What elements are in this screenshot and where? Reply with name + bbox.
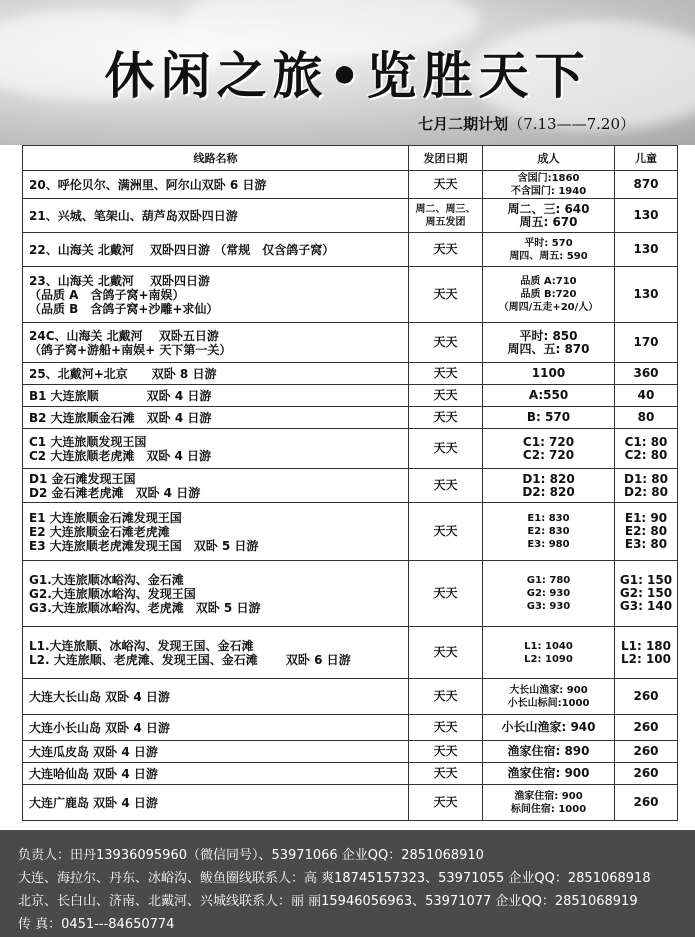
cell-child xyxy=(615,429,678,469)
adult-line: A:550 xyxy=(528,388,569,402)
child-line: 260 xyxy=(633,795,659,809)
adult-line: 渔家住宿: 890 xyxy=(507,744,590,758)
cell-route xyxy=(23,715,409,741)
cell-date xyxy=(409,233,483,267)
table-row xyxy=(23,715,678,741)
route-line: C2 大连旅顺老虎滩 双卧 4 日游 xyxy=(29,448,212,463)
route-line: 24C、山海关 北戴河 双卧五日游 xyxy=(29,328,219,343)
route-line: 21、兴城、笔架山、葫芦岛双卧四日游 xyxy=(29,208,238,223)
adult-line: 大长山渔家: 900 xyxy=(509,684,588,696)
route-line: G1.大连旅顺冰峪沟、金石滩 xyxy=(29,572,184,587)
adult-line: 周五: 670 xyxy=(519,214,578,229)
cell-route xyxy=(23,171,409,199)
adult-line: 渔家住宿: 900 xyxy=(507,766,590,780)
child-line: 260 xyxy=(633,689,659,703)
table-row xyxy=(23,385,678,407)
date-line: 天天 xyxy=(433,720,458,734)
cell-route xyxy=(23,407,409,429)
cell-child xyxy=(615,199,678,233)
cell-date xyxy=(409,267,483,323)
date-line: 天天 xyxy=(433,766,458,780)
table-row xyxy=(23,171,678,199)
date-line: 天天 xyxy=(433,410,458,424)
table-row xyxy=(23,561,678,627)
cell-route xyxy=(23,233,409,267)
cell-child xyxy=(615,741,678,763)
route-line: D2 金石滩老虎滩 双卧 4 日游 xyxy=(29,485,201,500)
adult-line: （周四/五走+20/人） xyxy=(498,302,599,313)
cell-date xyxy=(409,503,483,561)
route-line: 大连瓜皮岛 双卧 4 日游 xyxy=(29,744,158,759)
cell-date xyxy=(409,785,483,821)
date-line: 天天 xyxy=(433,242,458,256)
adult-line: C2: 720 xyxy=(522,447,575,462)
subtitle-date-range: （7.13——7.20） xyxy=(508,115,635,133)
child-line: G2: 150 xyxy=(619,586,673,600)
route-line: 23、山海关 北戴河 双卧四日游 xyxy=(29,273,211,288)
cell-route xyxy=(23,785,409,821)
cell-child xyxy=(615,385,678,407)
child-line: E3: 80 xyxy=(624,537,668,551)
cell-adult xyxy=(483,407,615,429)
child-line: L1: 180 xyxy=(620,638,672,653)
adult-line: D2: 820 xyxy=(522,484,575,499)
route-line: G3.大连旅顺冰峪沟、老虎滩 双卧 5 日游 xyxy=(29,600,261,615)
adult-line: G2: 930 xyxy=(526,588,571,599)
table-row xyxy=(23,267,678,323)
child-line: L2: 100 xyxy=(620,651,672,666)
date-line: 天天 xyxy=(433,524,458,538)
child-line: C1: 80 xyxy=(624,434,668,449)
route-line: 22、山海关 北戴河 双卧四日游 （常规 仅含鸽子窝） xyxy=(29,242,335,257)
route-line: 大连广鹿岛 双卧 4 日游 xyxy=(29,795,158,810)
date-line: 周二、周三、 xyxy=(415,203,476,215)
adult-line: L2: 1090 xyxy=(524,653,573,665)
cell-date xyxy=(409,715,483,741)
col-header-child: 儿童 xyxy=(615,146,678,171)
date-line: 天天 xyxy=(433,689,458,703)
cell-adult xyxy=(483,469,615,503)
cell-route xyxy=(23,363,409,385)
cell-adult xyxy=(483,233,615,267)
route-line: 20、呼伦贝尔、满洲里、阿尔山双卧 6 日游 xyxy=(29,177,267,192)
adult-line: 含国门:1860 xyxy=(517,172,580,184)
footer-line-manager: 负责人：田丹13936095960（微信同号）、53971066 企业QQ：2851068910 xyxy=(18,848,484,863)
table-row xyxy=(23,407,678,429)
date-line: 天天 xyxy=(433,586,458,600)
cell-date xyxy=(409,323,483,363)
child-line: D1: 80 xyxy=(624,471,668,486)
route-line: 大连小长山岛 双卧 4 日游 xyxy=(29,720,170,735)
adult-line: 小长山渔家: 940 xyxy=(501,720,596,734)
child-line: E1: 90 xyxy=(624,511,668,525)
footer-line-dalian: 大连、海拉尔、丹东、冰峪沟、鲅鱼圈线联系人：高 爽18745157323、53971055 企业QQ：2851068918 xyxy=(18,871,651,886)
subtitle-label: 七月二期计划 xyxy=(418,115,509,133)
adult-line: 平时: 850 xyxy=(519,328,578,343)
cell-adult xyxy=(483,323,615,363)
cell-child xyxy=(615,785,678,821)
table-row xyxy=(23,785,678,821)
col-header-date: 发团日期 xyxy=(409,146,483,171)
adult-line: E2: 830 xyxy=(527,526,570,537)
date-line: 天天 xyxy=(433,388,458,402)
cell-route xyxy=(23,323,409,363)
table-row xyxy=(23,363,678,385)
cell-date xyxy=(409,363,483,385)
adult-line: G1: 780 xyxy=(526,575,571,586)
table-row xyxy=(23,679,678,715)
cell-child xyxy=(615,715,678,741)
child-line: D2: 80 xyxy=(624,484,668,499)
cell-adult xyxy=(483,385,615,407)
adult-line: C1: 720 xyxy=(522,434,575,449)
adult-line: B: 570 xyxy=(526,410,571,424)
table-row xyxy=(23,323,678,363)
cell-adult xyxy=(483,763,615,785)
route-line: L1.大连旅顺、冰峪沟、发现王国、金石滩 xyxy=(29,638,254,653)
adult-line: G3: 930 xyxy=(526,601,571,612)
table-row xyxy=(23,429,678,469)
adult-line: E3: 980 xyxy=(527,539,570,550)
cell-adult xyxy=(483,679,615,715)
cell-date xyxy=(409,199,483,233)
table-row xyxy=(23,503,678,561)
route-line: 大连哈仙岛 双卧 4 日游 xyxy=(29,766,158,781)
cell-date xyxy=(409,741,483,763)
col-header-adult: 成人 xyxy=(483,146,615,171)
cell-date xyxy=(409,407,483,429)
child-line: 80 xyxy=(637,410,655,424)
itinerary-table xyxy=(22,145,677,821)
cell-adult xyxy=(483,429,615,469)
route-line: （品质 A 含鸽子窝+南娱） xyxy=(29,287,185,302)
child-line: 40 xyxy=(637,388,655,402)
table-row xyxy=(23,741,678,763)
route-line: G2.大连旅顺冰峪沟、发现王国 xyxy=(29,586,196,601)
cell-date xyxy=(409,469,483,503)
page-subtitle xyxy=(418,113,635,134)
cell-child xyxy=(615,763,678,785)
cell-child xyxy=(615,323,678,363)
route-line: B1 大连旅顺 双卧 4 日游 xyxy=(29,388,212,403)
adult-line: 不含国门: 1940 xyxy=(510,185,587,197)
cell-adult xyxy=(483,561,615,627)
cell-date xyxy=(409,561,483,627)
date-line: 天天 xyxy=(433,335,458,349)
adult-line: D1: 820 xyxy=(522,471,575,486)
route-line: E1 大连旅顺金石滩发现王国 xyxy=(29,510,182,525)
route-line: E3 大连旅顺老虎滩发现王国 双卧 5 日游 xyxy=(29,538,259,553)
cell-date xyxy=(409,385,483,407)
contact-footer xyxy=(0,830,695,937)
table-row xyxy=(23,763,678,785)
cell-date xyxy=(409,627,483,679)
adult-line: 平时: 570 xyxy=(524,237,573,249)
adult-line: 标间住宿: 1000 xyxy=(510,803,587,815)
page-title: 休闲之旅•览胜天下 xyxy=(104,46,591,105)
adult-line: 品质 B:720 xyxy=(520,289,577,300)
date-line: 天天 xyxy=(433,795,458,809)
child-line: G1: 150 xyxy=(619,573,673,587)
cell-adult xyxy=(483,627,615,679)
cell-route xyxy=(23,741,409,763)
cell-route xyxy=(23,429,409,469)
date-line: 周五发团 xyxy=(425,216,466,228)
child-line: 130 xyxy=(633,208,659,222)
cell-adult xyxy=(483,503,615,561)
cell-date xyxy=(409,429,483,469)
table-row xyxy=(23,627,678,679)
table-row xyxy=(23,199,678,233)
date-line: 天天 xyxy=(433,366,458,380)
adult-line: 1100 xyxy=(531,366,566,380)
col-header-route: 线路名称 xyxy=(23,146,409,171)
child-line: 130 xyxy=(633,242,659,256)
cell-route xyxy=(23,503,409,561)
cell-child xyxy=(615,503,678,561)
cell-child xyxy=(615,627,678,679)
child-line: G3: 140 xyxy=(619,599,673,613)
cell-adult xyxy=(483,199,615,233)
cell-route xyxy=(23,267,409,323)
route-line: 25、北戴河+北京 双卧 8 日游 xyxy=(29,366,217,381)
child-line: C2: 80 xyxy=(624,447,668,462)
cell-date xyxy=(409,679,483,715)
header-banner xyxy=(0,0,695,145)
date-line: 天天 xyxy=(433,177,458,191)
cell-adult xyxy=(483,785,615,821)
cell-child xyxy=(615,469,678,503)
adult-line: E1: 830 xyxy=(527,513,570,524)
child-line: 260 xyxy=(633,766,659,780)
table-row xyxy=(23,233,678,267)
child-line: 870 xyxy=(633,177,659,191)
route-line: （品质 B 含鸽子窝+沙雕+求仙） xyxy=(29,301,219,316)
table-row xyxy=(23,469,678,503)
footer-line-beijing: 北京、长白山、济南、北戴河、兴城线联系人：丽 丽15946056963、53971077 企业QQ：2851068919 xyxy=(18,894,638,909)
date-line: 天天 xyxy=(433,645,458,659)
cell-adult xyxy=(483,267,615,323)
adult-line: 品质 A:710 xyxy=(520,276,577,287)
route-line: （鸽子窝+游船+南娱+ 天下第一关） xyxy=(29,342,232,357)
child-line: 260 xyxy=(633,720,659,734)
cell-adult xyxy=(483,363,615,385)
adult-line: L1: 1040 xyxy=(524,640,573,652)
route-line: L2. 大连旅顺、老虎滩、发现王国、金石滩 双卧 6 日游 xyxy=(29,652,351,667)
cell-child xyxy=(615,363,678,385)
child-line: 170 xyxy=(633,335,659,349)
route-line: B2 大连旅顺金石滩 双卧 4 日游 xyxy=(29,410,212,425)
cell-adult xyxy=(483,171,615,199)
route-line: D1 金石滩发现王国 xyxy=(29,471,136,486)
cell-route xyxy=(23,763,409,785)
adult-line: 小长山标间:1000 xyxy=(507,697,590,709)
route-line: C1 大连旅顺发现王国 xyxy=(29,434,147,449)
child-line: 360 xyxy=(633,366,659,380)
date-line: 天天 xyxy=(433,287,458,301)
cell-route xyxy=(23,627,409,679)
cell-route xyxy=(23,385,409,407)
child-line: 260 xyxy=(633,744,659,758)
cell-route xyxy=(23,199,409,233)
child-line: E2: 80 xyxy=(624,524,668,538)
cell-child xyxy=(615,171,678,199)
cell-child xyxy=(615,407,678,429)
cell-route xyxy=(23,561,409,627)
cell-route xyxy=(23,469,409,503)
cell-child xyxy=(615,679,678,715)
cell-date xyxy=(409,171,483,199)
adult-line: 渔家住宿: 900 xyxy=(514,790,583,802)
cell-adult xyxy=(483,741,615,763)
cell-adult xyxy=(483,715,615,741)
date-line: 天天 xyxy=(433,441,458,455)
table-header-row xyxy=(23,146,678,171)
cell-date xyxy=(409,763,483,785)
cell-child xyxy=(615,233,678,267)
route-line: E2 大连旅顺金石滩老虎滩 xyxy=(29,524,170,539)
route-line: 大连大长山岛 双卧 4 日游 xyxy=(29,689,170,704)
adult-line: 周二、三: 640 xyxy=(507,201,590,216)
date-line: 天天 xyxy=(433,478,458,492)
adult-line: 周四、周五: 590 xyxy=(509,250,588,262)
cell-route xyxy=(23,679,409,715)
child-line: 130 xyxy=(633,287,659,301)
date-line: 天天 xyxy=(433,744,458,758)
adult-line: 周四、五: 870 xyxy=(507,341,590,356)
footer-line-fax: 传 真：0451---84650774 xyxy=(18,917,175,932)
cell-child xyxy=(615,267,678,323)
cell-child xyxy=(615,561,678,627)
